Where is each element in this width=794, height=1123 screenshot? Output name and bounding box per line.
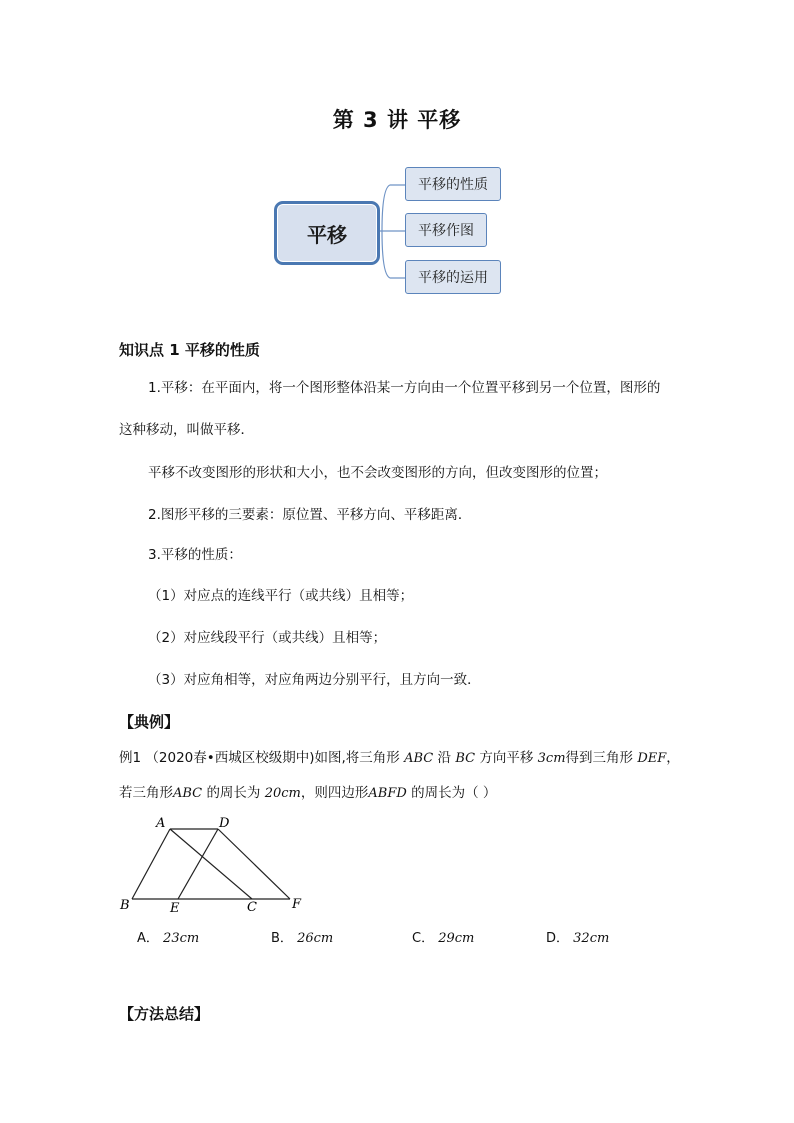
quadrilateral-abfd: ABFD	[368, 786, 407, 801]
method-summary-heading: 【方法总结】	[119, 1005, 210, 1023]
invariance-text: 平移不改变图形的形状和大小，也不会改变图形的方向，但改变图形的位置；	[148, 465, 607, 481]
mindmap-branch-construction: 平移作图	[405, 213, 487, 247]
section-heading: 知识点 1 平移的性质	[119, 341, 260, 359]
segment-bc: BC	[455, 751, 476, 766]
option-letter: D．	[546, 931, 570, 946]
option-value: 23cm	[163, 931, 200, 946]
example-heading: 【典例】	[119, 713, 180, 731]
example-question-line-2	[119, 784, 496, 803]
question-text: 如图,将三角形	[314, 750, 400, 766]
question-text: 得到三角形	[565, 750, 634, 766]
mindmap-connector	[376, 184, 408, 294]
triangle-def: DEF	[637, 751, 667, 766]
option-value: 29cm	[438, 931, 475, 946]
label-a: A	[156, 816, 166, 831]
option-d	[546, 927, 609, 946]
properties-title: 3.平移的性质：	[148, 547, 242, 563]
label-b: B	[120, 898, 130, 913]
segment-ab	[132, 829, 170, 899]
property-1: （1）对应点的连线平行（或共线）且相等；	[148, 588, 414, 604]
option-value: 32cm	[573, 931, 610, 946]
option-letter: A．	[137, 931, 159, 946]
segment-de	[178, 829, 218, 899]
option-letter: C．	[412, 931, 435, 946]
example-question-line-1	[119, 749, 680, 768]
label-c: C	[247, 900, 257, 915]
example-source: （2020春•西城区校级期中)	[145, 750, 315, 766]
segment-df	[218, 829, 290, 899]
page-title: 第 3 讲 平移	[332, 108, 462, 132]
question-text: 沿	[437, 750, 452, 766]
option-a	[137, 927, 199, 946]
translation-figure	[118, 815, 318, 915]
triangle-abc: ABC	[404, 751, 434, 766]
segment-ac	[170, 829, 252, 899]
option-c	[412, 927, 474, 946]
perimeter-value: 20cm	[264, 786, 301, 801]
label-e: E	[170, 901, 180, 915]
definition-line-1: 1.平移：在平面内，将一个图形整体沿某一方向由一个位置平移到另一个位置，图形的	[148, 380, 661, 396]
label-d: D	[219, 816, 230, 831]
label-f: F	[292, 897, 302, 912]
example-label: 例1	[119, 750, 142, 766]
question-text: 的周长为	[206, 785, 261, 801]
definition-line-2: 这种移动，叫做平移．	[119, 422, 254, 438]
option-letter: B．	[271, 931, 293, 946]
question-text: 方向平移	[479, 750, 534, 766]
question-text: ，则四边形	[300, 785, 369, 801]
option-value: 26cm	[297, 931, 334, 946]
option-b	[271, 927, 333, 946]
property-3: （3）对应角相等，对应角两边分别平行，且方向一致．	[148, 672, 481, 688]
property-2: （2）对应线段平行（或共线）且相等；	[148, 630, 387, 646]
mindmap-branch-properties: 平移的性质	[405, 167, 501, 201]
question-text: ，	[666, 750, 680, 766]
mindmap-branch-application: 平移的运用	[405, 260, 501, 294]
triangle-abc: ABC	[173, 786, 203, 801]
shift-distance: 3cm	[537, 751, 566, 766]
three-elements-text: 2.图形平移的三要素：原位置、平移方向、平移距离．	[148, 507, 472, 523]
question-text: 若三角形	[119, 785, 173, 801]
question-text: 的周长为（ ）	[411, 785, 497, 801]
mindmap-root-node: 平移	[274, 201, 380, 265]
